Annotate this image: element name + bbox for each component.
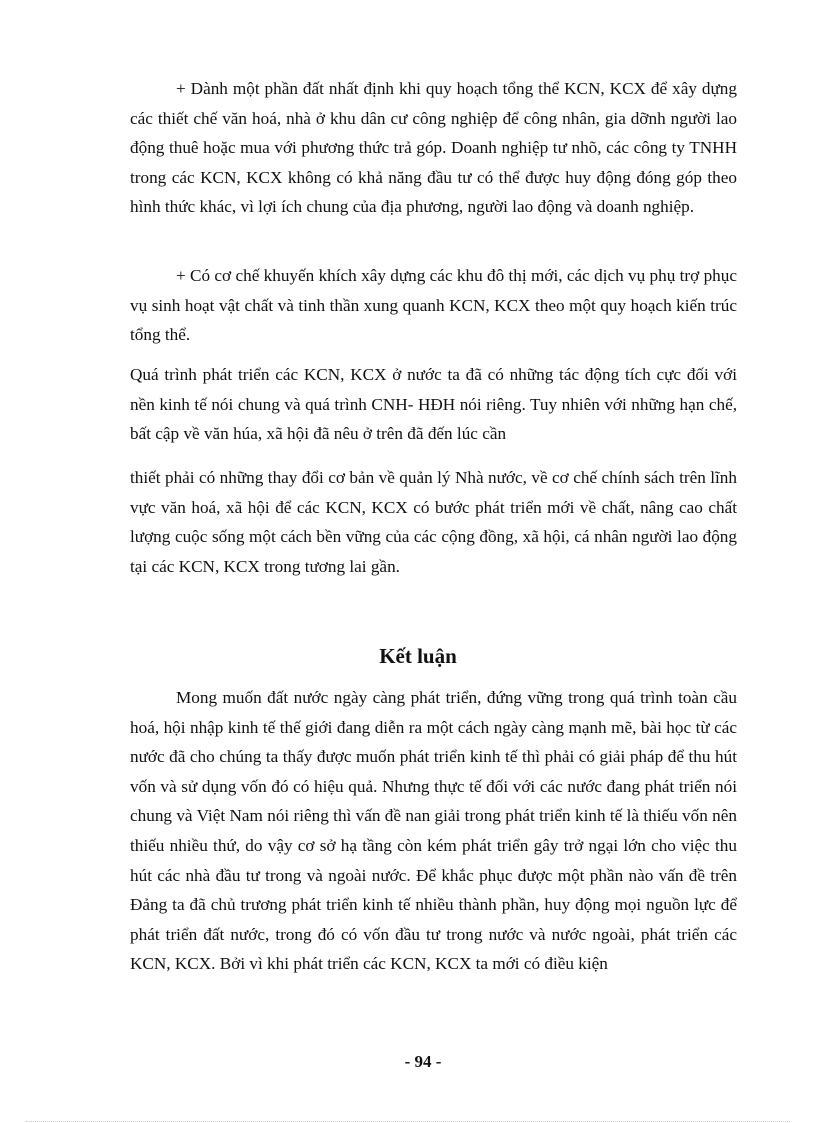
conclusion-heading: Kết luận: [379, 644, 457, 668]
paragraph-conclusion: Mong muốn đất nước ngày càng phát triển, đứng vững trong quá trình toàn cầu hoá, hội nhập kinh tế thế giới đang diễn ra một cách ngày càng mạnh mẽ, bài học từ các nước đã cho chúng ta thấy được muốn phát triển kinh tế thì phải có giải pháp để thu hút vốn và sử dụng vốn đó có hiệu quả. Nhưng thực tế đối với các nước đang phát triển nói chung và Việt Nam nói riêng thì vấn đề nan giải trong phát triển kinh tế là thiếu vốn nên thiếu nhiều thứ, do vậy cơ sở hạ tầng còn kém phát triển gây trở ngại lớn cho việc thu hút các nhà đầu tư trong và ngoài nước. Để khắc phục được một phần nào vấn đề trên Đảng ta đã chủ trương phát triển kinh tế nhiều thành phần, huy động mọi nguồn lực để phát triển đất nước, trong đó có vốn đầu tư trong nước và nước ngoài, phát triển các KCN, KCX. Bởi vì khi phát triển các KCN, KCX ta mới có điều kiện: [130, 688, 737, 974]
footer-divider: [26, 1121, 790, 1122]
paragraph-housing-plan: + Dành một phần đất nhất định khi quy hoạch tổng thể KCN, KCX để xây dựng các thiết chế văn hoá, nhà ở khu dân cư công nghiệp để công nhân, gia dỡnh người lao động thuê hoặc mua với phương thức trả góp. Doanh nghiệp tư nhõ, các công ty TNHH trong các KCN, KCX không có khả năng đầu tư có thể được huy động đóng góp theo hình thức khác, vì lợi ích chung của địa phương, người lao động và doanh nghiệp.: [130, 79, 737, 217]
page-number: - 94 -: [404, 1052, 442, 1071]
paragraph-urban-areas: + Có cơ chế khuyến khích xây dựng các khu đô thị mới, các dịch vụ phụ trợ phục vụ sinh hoạt vật chất và tinh thần xung quanh KCN, KCX theo một quy hoạch kiến trúc tổng thể.: [130, 266, 737, 345]
paragraph-development-process: Quá trình phát triển các KCN, KCX ở nước ta đã có những tác động tích cực đối với nền kinh tế nói chung và quá trình CNH- HĐH nói riêng. Tuy nhiên với những hạn chế, bất cập về văn húa, xã hội đã nêu ở trên đã đến lúc cần: [130, 365, 737, 444]
paragraph-development-process-continued: thiết phải có những thay đổi cơ bản về quản lý Nhà nước, về cơ chế chính sách trên lĩnh vực văn hoá, xã hội để các KCN, KCX có bước phát triển mới về chất, nâng cao chất lượng cuộc sống một cách bền vững của các cộng đồng, xã hội, cá nhân người lao động tại các KCN, KCX trong tương lai gần.: [130, 468, 737, 576]
